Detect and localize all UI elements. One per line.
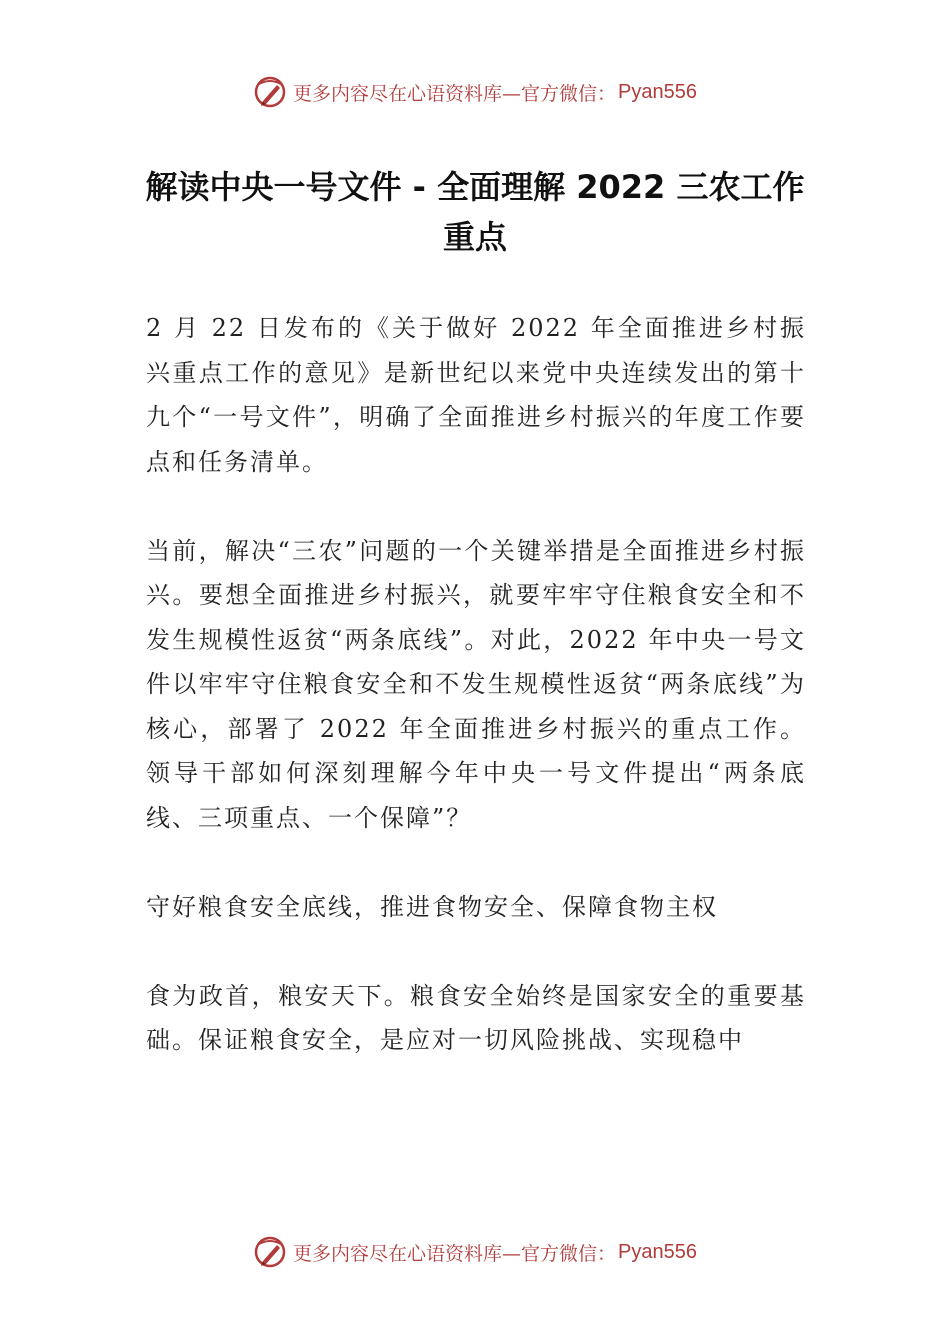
banner-text: 更多内容尽在心语资料库—官方微信： — [293, 1242, 617, 1265]
body-paragraph: 当前，解决“三农”问题的一个关键举措是全面推进乡村振兴。要想全面推进乡村振兴，就要牢牢守住粮食安全和不发生规模性返贫“两条底线”。对此，2022 年中央一号文件以牢牢守住粮食安全和不发生规模性返贫“两条底线”为核心，部署了 2022 年全面推进乡村振兴的重点工作。领导干部如何深刻理解今年中央一号文件提出“两条底线、三项重点、一个保障”？ — [146, 536, 806, 832]
banner-wechat-handle: Pyan556 — [618, 80, 697, 103]
pen-circle-logo-icon — [253, 1235, 287, 1269]
body-paragraph: 2 月 22 日发布的《关于做好 2022 年全面推进乡村振兴重点工作的意见》是新世纪以来党中央连续发出的第十九个“一号文件”，明确了全面推进乡村振兴的年度工作要点和任务清单。 — [146, 314, 806, 476]
banner-text: 更多内容尽在心语资料库—官方微信： — [293, 82, 617, 105]
footer-watermark-banner — [0, 1232, 950, 1272]
pen-circle-logo-icon — [253, 75, 287, 109]
header-watermark-banner — [0, 72, 950, 112]
banner-wechat-handle: Pyan556 — [618, 1240, 697, 1263]
section-heading: 守好粮食安全底线，推进食物安全、保障食物主权 — [146, 892, 718, 921]
document-body — [146, 306, 806, 1107]
document-title: 解读中央一号文件 - 全面理解 2022 三农工作重点 — [145, 168, 805, 256]
body-paragraph: 食为政首，粮安天下。粮食安全始终是国家安全的重要基础。保证粮食安全，是应对一切风险挑战、实现稳中 — [146, 981, 806, 1054]
